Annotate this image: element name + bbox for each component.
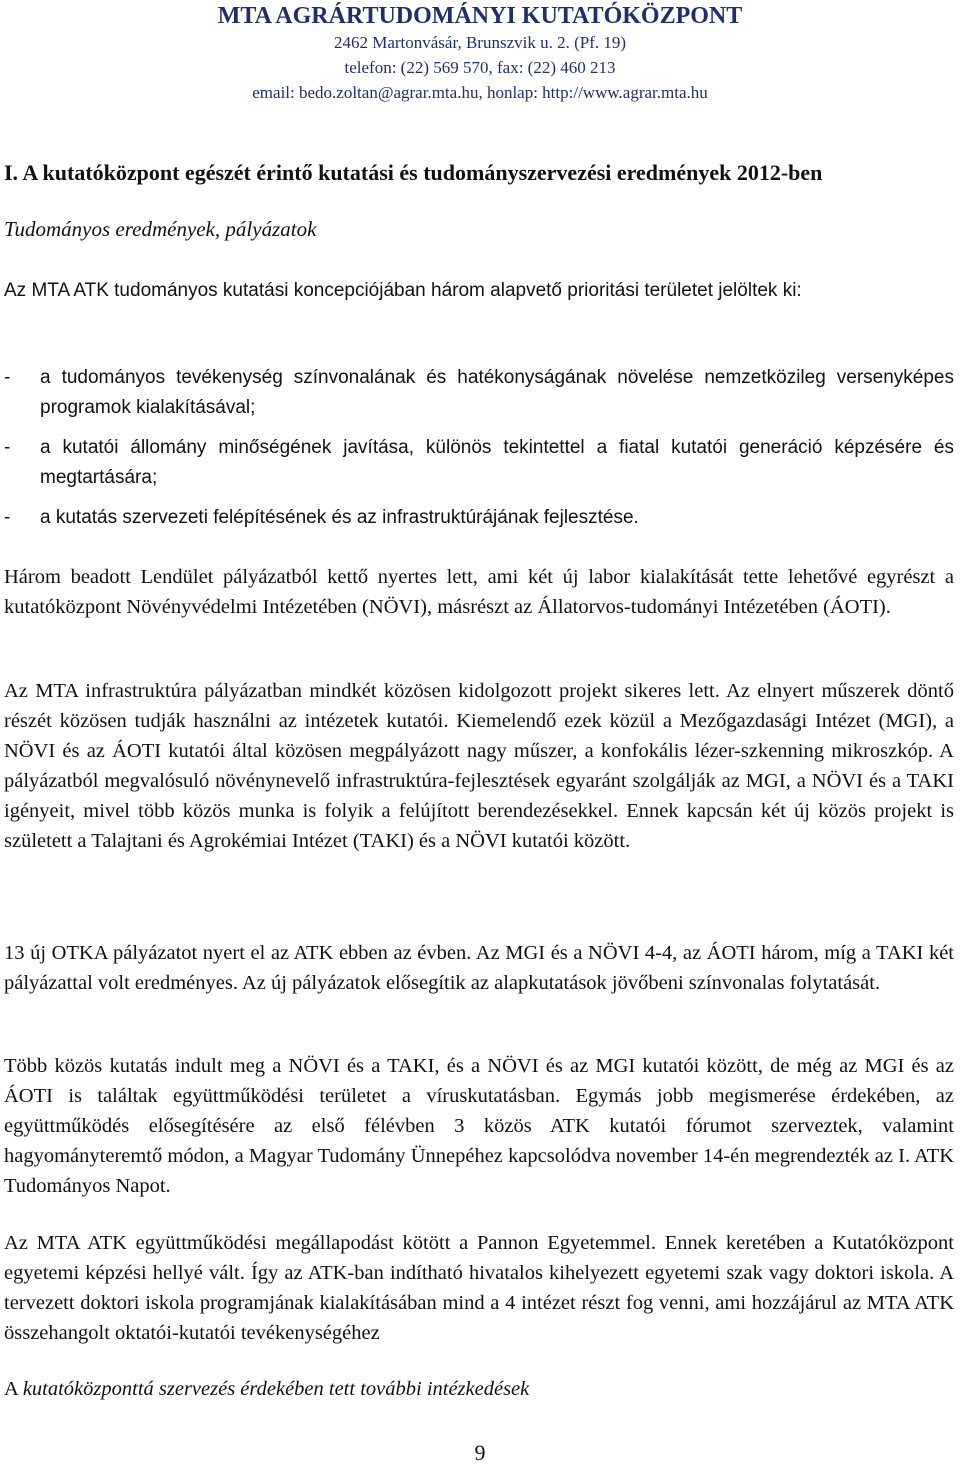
list-dash: - bbox=[4, 437, 11, 458]
page-number: 9 bbox=[474, 1440, 486, 1465]
closing-line bbox=[4, 1374, 529, 1404]
list-item bbox=[4, 433, 954, 493]
paragraph-lendulet: Három beadott Lendület pályázatból kettő nyertes lett, ami két új labor kialakítását tette lehetővé egyrészt a kutatóközpont Növényvédelmi Intézetében (NÖVI), másrészt az Állatorvos-tudományi Intézetében (ÁOTI). bbox=[4, 566, 954, 618]
subtitle: Tudományos eredmények, pályázatok bbox=[4, 217, 317, 241]
list-item-text: a kutatás szervezeti felépítésének és az infrastruktúrájának fejlesztése. bbox=[40, 507, 639, 528]
list-item bbox=[4, 503, 954, 533]
paragraph-infrastructure: Az MTA infrastruktúra pályázatban mindkét közösen kidolgozott projekt sikeres lett. Az elnyert műszerek döntő részét közösen tudják használni az intézetek kutatói. Kiemelendő ezek közül a Mezőgazdasági Intézet (MGI), a NÖVI és az ÁOTI kutatói által közösen megpályázott nagy műszer, a konfokális lézer-szkenning mikroszkóp. A pályázatból megvalósuló növénynevelő infrastruktúra-fejlesztések egyaránt szolgálják az MGI, a NÖVI és a TAKI igényeit, mivel több közös munka is folyik a felújított berendezésekkel. Ennek kapcsán két új közös projekt is született a Talajtani és Agrokémiai Intézet (TAKI) és a NÖVI kutatói között. bbox=[4, 680, 954, 852]
institution-contact: email: bedo.zoltan@agrar.mta.hu, honlap: http://www.agrar.mta.hu bbox=[252, 83, 708, 102]
closing-italic: kutatóközponttá szervezés érdekében tett további intézkedések bbox=[22, 1378, 530, 1400]
list-item bbox=[4, 363, 954, 423]
closing-prefix: A bbox=[4, 1378, 23, 1400]
list-item-text: a kutatói állomány minőségének javítása, különös tekintettel a fiatal kutatói generáció képzésére és megtartására; bbox=[40, 437, 954, 488]
intro-paragraph: Az MTA ATK tudományos kutatási koncepciójában három alapvető prioritási területet jelöltek ki: bbox=[4, 280, 802, 301]
institution-name: MTA AGRÁRTUDOMÁNYI KUTATÓKÖZPONT bbox=[217, 3, 743, 29]
paragraph-otka: 13 új OTKA pályázatot nyert el az ATK ebben az évben. Az MGI és a NÖVI 4-4, az ÁOTI három, míg a TAKI két pályázattal volt eredményes. Az új pályázatok elősegítik az alapkutatások jövőbeni színvonalas folytatását. bbox=[4, 942, 954, 994]
letterhead bbox=[0, 2, 960, 105]
paragraph-pannon: Az MTA ATK együttműködési megállapodást kötött a Pannon Egyetemmel. Ennek keretében a Kutatóközpont egyetemi képzési hellyé vált. Így az ATK-ban indítható hivatalos kihelyezett egyetemi szak vagy doktori iskola. A tervezett doktori iskola programjának kialakításában mind a 4 intézet részt fog venni, ami hozzájárul az MTA ATK összehangolt oktatói-kutatói tevékenységéhez bbox=[4, 1232, 954, 1344]
list-dash: - bbox=[4, 507, 11, 528]
paragraph-cooperation: Több közös kutatás indult meg a NÖVI és a TAKI, és a NÖVI és az MGI kutatói között, de még az MGI és az ÁOTI is találtak együttműködési területet a víruskutatásban. Egymás jobb megismerése érdekében, az együttműködés elősegítésére az első félévben 3 közös ATK kutatói fórumot szerveztek, valamint hagyományteremtő módon, a Magyar Tudomány Ünnepéhez kapcsolódva november 14-én megrendezték az I. ATK Tudományos Napot. bbox=[4, 1055, 954, 1197]
list-dash: - bbox=[4, 367, 11, 388]
list-item-text: a tudományos tevékenység színvonalának és hatékonyságának növelése nemzetközileg versenyképes programok kialakításával; bbox=[40, 367, 954, 418]
institution-phone: telefon: (22) 569 570, fax: (22) 460 213 bbox=[344, 58, 616, 77]
institution-address: 2462 Martonvásár, Brunszvik u. 2. (Pf. 19) bbox=[333, 33, 627, 52]
section-title: I. A kutatóközpont egészét érintő kutatási és tudományszervezési eredmények 2012-ben bbox=[4, 160, 823, 185]
